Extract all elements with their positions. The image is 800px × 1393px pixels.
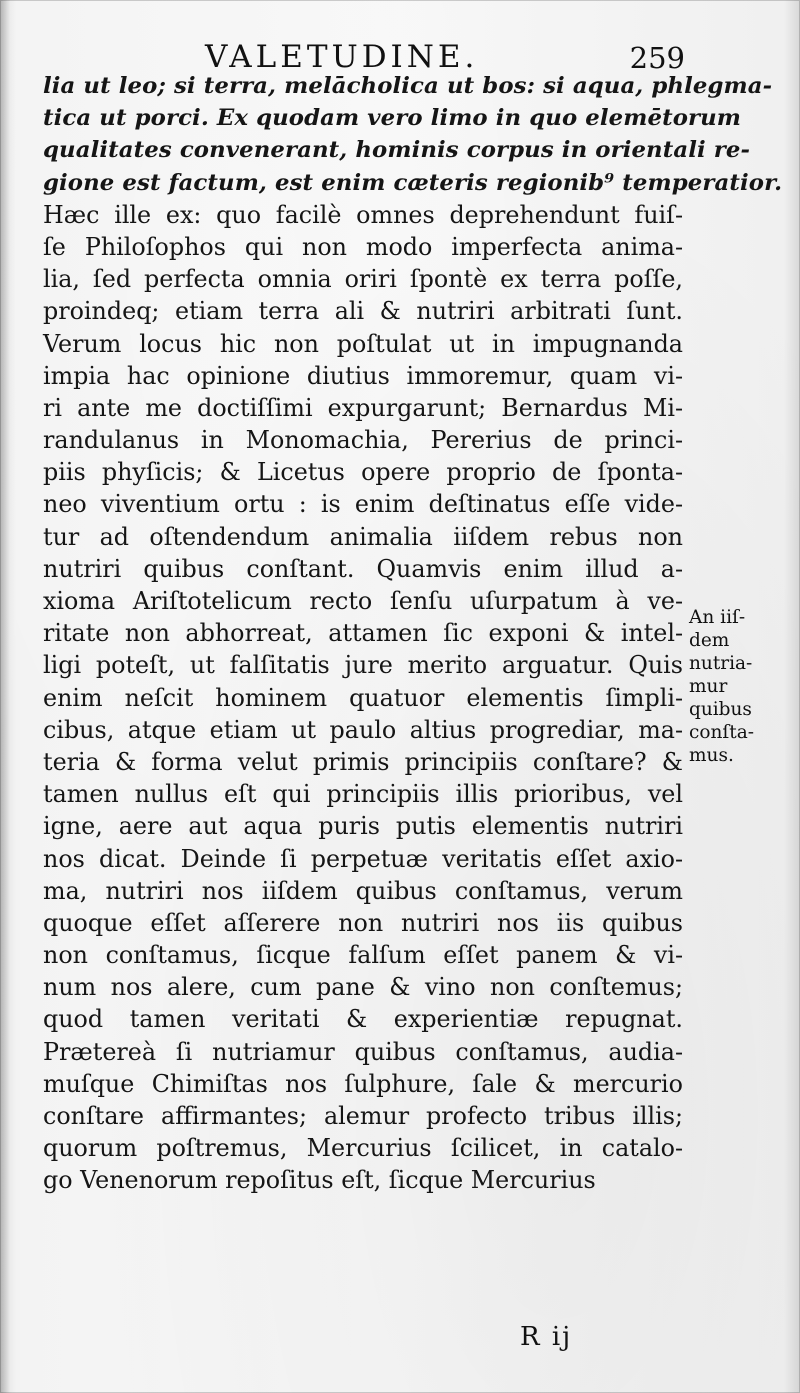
text-line-14: ritate non abhorreat, attamen ſic exponi & intel- <box>43 619 683 648</box>
roman-body-block <box>43 199 683 1197</box>
text-line-24: non conſtamus, ſicque falſum eſſet panem & vi- <box>43 941 683 970</box>
text-line-italic-4: gione est factum, est enim cæteris regionib⁹ temperatior. <box>43 169 783 196</box>
text-line-15: ligi poteſt, ut falſitatis jure merito arguatur. Quis <box>43 651 683 680</box>
margin-note-line-3: nutria- <box>689 653 753 674</box>
text-line-27: Prætereà ſi nutriamur quibus conſtamus, audia- <box>43 1037 683 1066</box>
text-line-31: go Venenorum repoſitus eſt, ſicque Mercurius <box>43 1166 596 1195</box>
text-line-7: ri ante me doctiſſimi expurgarunt; Bernardus Mi- <box>43 393 683 422</box>
margin-note-line-1: An iiſ- <box>689 607 746 628</box>
text-line-18: teria & forma velut primis principiis conſtare? & <box>43 747 683 776</box>
text-line-italic-1: lia ut leo; si terra, melācholica ut bos: si aqua, phlegma- <box>43 73 773 99</box>
text-line-8: randulanus in Monomachia, Pererius de princi- <box>43 426 683 455</box>
text-line-12: nutriri quibus conſtant. Quamvis enim illud a- <box>43 554 683 583</box>
text-line-6: impia hac opinione diutius immoremur, quam vi- <box>43 361 683 390</box>
text-line-16: enim neſcit hominem quatuor elementis ſimpli- <box>43 683 683 712</box>
text-line-19: tamen nullus eſt qui principiis illis prioribus, vel <box>43 780 683 809</box>
text-line-26: quod tamen veritati & experientiæ repugnat. <box>43 1005 683 1034</box>
page-number: 259 <box>629 41 685 75</box>
text-line-29: conſtare affirmantes; alemur profecto tribus illis; <box>43 1102 683 1130</box>
text-line-2: ſe Philoſophos qui non modo imperfecta anima- <box>43 232 683 261</box>
text-line-italic-3: qualitates convenerant, hominis corpus in orientali re- <box>43 137 751 164</box>
text-line-10: neo viventium ortu : is enim deſtinatus eſſe vide- <box>43 490 683 519</box>
text-line-italic-2: tica ut porci. Ex quodam vero limo in quo elemētorum <box>43 105 742 132</box>
margin-note-line-5: quibus <box>689 699 752 720</box>
text-line-4: proindeq; etiam terra ali & nutriri arbitrati ſunt. <box>43 297 683 326</box>
text-line-30: quorum poſtremus, Mercurius ſcilicet, in catalo- <box>43 1134 683 1163</box>
text-line-23: quoque eſſet aſſerere non nutriri nos iis quibus <box>43 908 683 937</box>
text-line-1: Hæc ille ex: quo facilè omnes deprehendunt fuiſ- <box>43 200 683 229</box>
text-line-20: igne, aere aut aqua puris putis elementis nutriri <box>43 812 683 841</box>
text-line-13: xioma Ariſtotelicum recto ſenſu uſurpatum à ve- <box>43 587 683 615</box>
text-line-11: tur ad oſtendendum animalia iiſdem rebus non <box>43 522 683 551</box>
page-edge-shadow <box>0 0 10 1393</box>
text-line-9: piis phyſicis; & Licetus opere proprio de ſponta- <box>43 458 683 487</box>
running-head: VALETUDINE. <box>205 39 479 75</box>
margin-note-line-6: conſta- <box>689 722 754 743</box>
italic-quotation-block <box>43 70 783 199</box>
text-line-3: lia, ſed perfecta omnia oriri ſpontè ex terra poſſe, <box>43 265 683 294</box>
margin-note <box>689 606 793 767</box>
margin-note-line-2: dem <box>689 630 730 651</box>
text-line-22: ma, nutriri nos iiſdem quibus conſtamus, verum <box>43 876 683 905</box>
margin-note-line-4: mur <box>689 676 728 697</box>
text-line-28: muſque Chimiſtas nos ſulphure, ſale & mercurio <box>43 1069 683 1098</box>
text-line-17: cibus, atque etiam ut paulo altius progrediar, ma- <box>43 715 683 744</box>
text-line-25: num nos alere, cum pane & vino non conſtemus; <box>43 973 683 1002</box>
margin-note-line-7: mus. <box>689 745 734 766</box>
text-line-5: Verum locus hic non poſtulat ut in impugnanda <box>43 329 683 358</box>
text-line-21: nos dicat. Deinde ſi perpetuæ veritatis eſſet axio- <box>43 844 683 873</box>
signature-mark: R ij <box>520 1322 573 1352</box>
